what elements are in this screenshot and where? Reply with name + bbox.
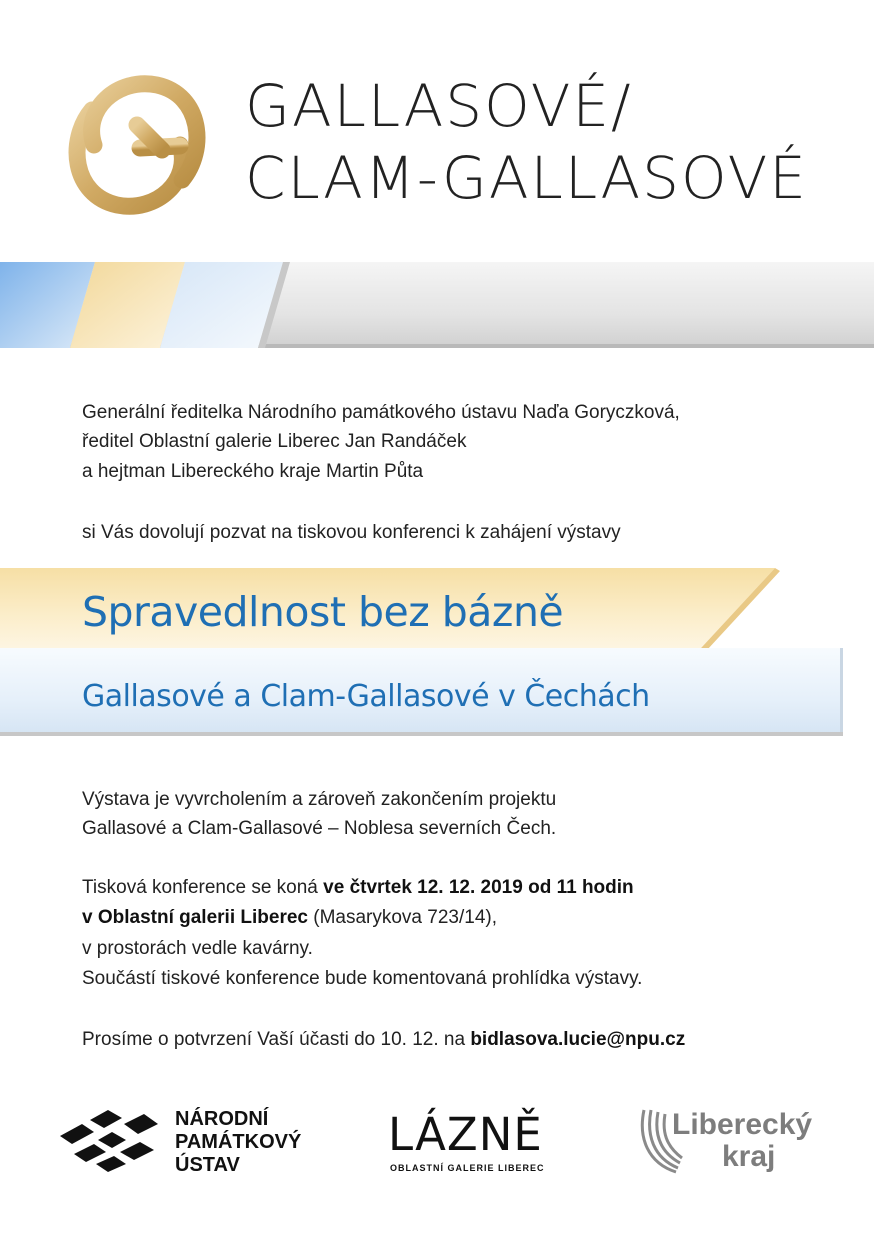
brand-title <box>245 70 808 214</box>
conference-venue: v Oblastní galerii Liberec <box>82 907 308 928</box>
npu-logo-icon <box>60 1110 160 1174</box>
brand-line-2: CLAM-GALLASOVÉ <box>245 144 808 212</box>
liberecky-kraj-line-2: kraj <box>722 1140 776 1173</box>
intro-line-1: Generální ředitelka Národního památkového ústavu Naďa Goryczková, <box>82 402 680 423</box>
conference-line-3: v prostorách vedle kavárny. <box>82 938 313 959</box>
conference-date: ve čtvrtek 12. 12. 2019 od 11 hodin <box>323 877 634 898</box>
conference-line-2 <box>82 903 497 932</box>
conference-prefix: Tisková konference se koná <box>82 877 324 898</box>
exhibition-subtitle: Gallasové a Clam-Gallasové v Čechách <box>82 679 650 714</box>
rsvp-email-link[interactable]: bidlasova.lucie@npu.cz <box>470 1029 686 1050</box>
lazne-subtitle: OBLASTNÍ GALERIE LIBEREC <box>390 1163 545 1173</box>
npu-line-3: ÚSTAV <box>175 1154 240 1176</box>
lazne-logo: LÁZNĚ <box>388 1108 543 1161</box>
rsvp-prefix: Prosíme o potvrzení Vaší účasti do 10. 12. na <box>82 1029 471 1050</box>
rsvp-line <box>82 1025 685 1054</box>
conference-line-4: Součástí tiskové konference bude komentovaná prohlídka výstavy. <box>82 968 643 989</box>
conference-address: (Masarykova 723/14), <box>307 907 497 928</box>
intro-line-3: a hejtman Libereckého kraje Martin Půta <box>82 461 424 482</box>
npu-logo-text <box>175 1108 301 1177</box>
npu-line-1: NÁRODNÍ <box>175 1108 269 1130</box>
invite-line: si Vás dovolují pozvat na tiskovou konferenci k zahájení výstavy <box>82 522 621 543</box>
body-line-1: Výstava je vyvrcholením a zároveň zakončením projektu <box>82 789 557 810</box>
npu-line-2: PAMÁTKOVÝ <box>175 1131 302 1153</box>
body-line-2: Gallasové a Clam-Gallasové – Noblesa severních Čech. <box>82 818 557 839</box>
liberecky-kraj-line-1: Liberecký <box>672 1108 813 1141</box>
gallas-logo-icon <box>62 70 212 220</box>
intro-line-2: ředitel Oblastní galerie Liberec Jan Randáček <box>82 431 467 452</box>
conference-line-1 <box>82 873 634 902</box>
brand-line-1: GALLASOVÉ/ <box>245 72 633 140</box>
decorative-band <box>0 262 874 348</box>
exhibition-title: Spravedlnost bez bázně <box>82 588 564 636</box>
